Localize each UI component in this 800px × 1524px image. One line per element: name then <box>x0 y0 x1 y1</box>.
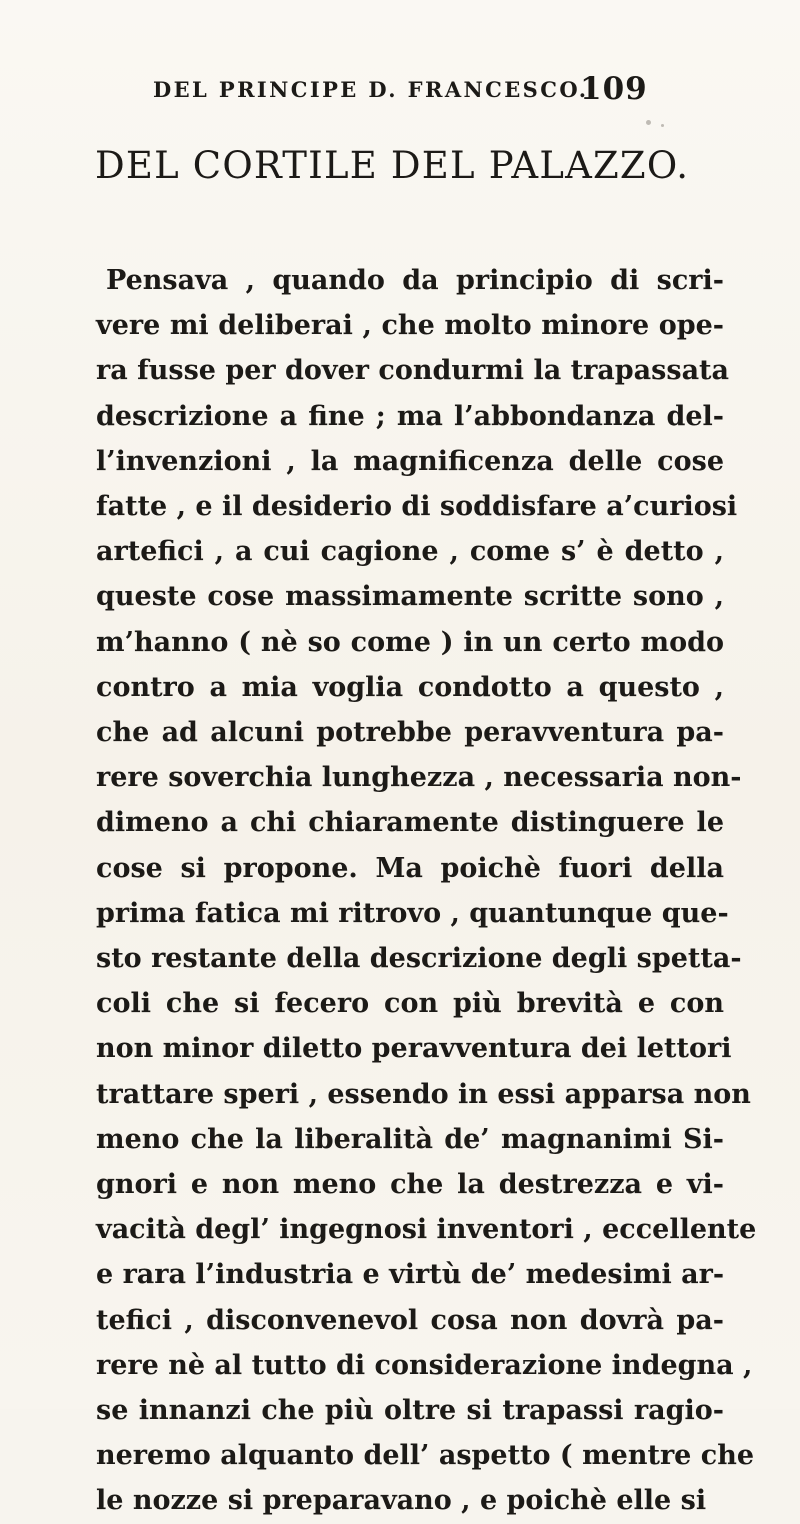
text-line: meno che la liberalità de’ magnanimi Si- <box>96 1123 724 1155</box>
body-text <box>96 258 757 1524</box>
text-line: l’invenzioni , la magnificenza delle cose <box>96 445 724 477</box>
text-line: artefici , a cui cagione , come s’ è detto , <box>96 536 724 568</box>
text-line: vacità degl’ ingegnosi inventori , eccellente <box>96 1214 757 1246</box>
ink-speck <box>646 120 651 125</box>
text-line: contro a mia voglia condotto a questo , <box>96 671 724 703</box>
text-line: le nozze si preparavano , e poichè elle si <box>96 1485 707 1517</box>
text-line: ra fusse per dover condurmi la trapassata <box>96 355 730 387</box>
text-line: se innanzi che più oltre si trapassi ragio- <box>96 1395 724 1427</box>
text-line: queste cose massimamente scritte sono , <box>96 581 724 613</box>
text-line: cose si propone. Ma poichè fuori della <box>96 852 724 884</box>
page-number: 109 <box>580 71 648 107</box>
text-line: prima fatica mi ritrovo , quantunque que- <box>96 897 729 929</box>
text-line: trattare speri , essendo in essi apparsa non <box>96 1078 751 1110</box>
text-line: rere nè al tutto di considerazione indegna , <box>96 1349 753 1381</box>
text-line: gnori e non meno che la destrezza e vi- <box>96 1169 724 1201</box>
text-line: fatte , e il desiderio di soddisfare a’curiosi <box>96 491 738 523</box>
ink-speck <box>661 124 664 127</box>
text-line: dimeno a chi chiaramente distinguere le <box>96 807 724 839</box>
text-line: rere soverchia lunghezza , necessaria non- <box>96 762 742 794</box>
text-line: m’hanno ( nè so come ) in un certo modo <box>96 626 724 658</box>
section-heading: DEL CORTILE DEL PALAZZO. <box>95 144 690 187</box>
running-head <box>153 63 773 105</box>
text-line: e rara l’industria e virtù de’ medesimi ar- <box>96 1259 725 1291</box>
text-line: che ad alcuni potrebbe peravventura pa- <box>96 717 724 749</box>
text-line: tefici , disconvenevol cosa non dovrà pa- <box>96 1304 724 1336</box>
text-line: sto restante della descrizione degli spetta- <box>96 943 742 975</box>
running-title: DEL PRINCIPE D. FRANCESCO. <box>153 77 589 102</box>
text-line: vere mi deliberai , che molto minore ope- <box>96 310 724 342</box>
text-line: descrizione a fine ; ma l’abbondanza del- <box>96 400 724 432</box>
text-line: non minor diletto peravventura dei lettori <box>96 1033 732 1065</box>
text-line: coli che si fecero con più brevità e con <box>96 988 724 1020</box>
text-line: neremo alquanto dell’ aspetto ( mentre che <box>96 1440 755 1472</box>
text-line: Pensava , quando da principio di scri- <box>106 265 724 296</box>
